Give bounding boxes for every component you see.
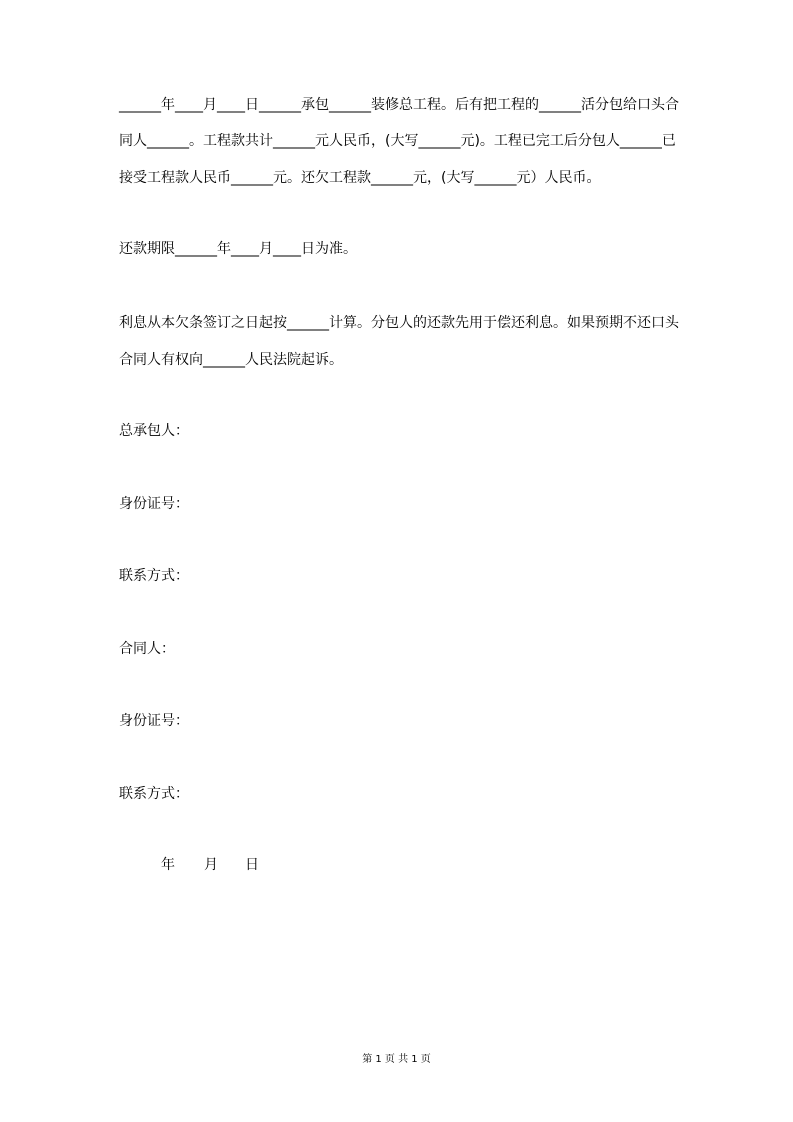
page-footer: 第 1 页 共 1 页 bbox=[362, 1054, 431, 1065]
paragraph1-line3: 接受工程款人民币______元。还欠工程款______元，(大写______元）人民币。 bbox=[119, 170, 601, 186]
paragraph3-line1: 利息从本欠条签订之日起按______计算。分包人的还款先用于偿还利息。如果预期不还口头 bbox=[119, 315, 679, 331]
contact-label-2: 联系方式： bbox=[119, 786, 189, 802]
paragraph3-line2: 合同人有权向______人民法院起诉。 bbox=[119, 352, 343, 368]
contract-person-label: 合同人： bbox=[119, 641, 175, 657]
repayment-deadline: 还款期限______年____月____日为准。 bbox=[119, 241, 357, 257]
date-month: 月 bbox=[204, 857, 218, 873]
contact-label-1: 联系方式： bbox=[119, 568, 189, 584]
id-number-label-2: 身份证号： bbox=[119, 713, 189, 729]
paragraph1-line2: 同人______。工程款共计______元人民币，(大写______元)。工程已完工后分包人______已 bbox=[119, 133, 676, 149]
id-number-label-1: 身份证号： bbox=[119, 496, 189, 512]
paragraph1-line1: ______年____月____日______承包______装修总工程。后有把工程的______活分包给口头合 bbox=[119, 97, 679, 113]
date-day: 日 bbox=[245, 857, 259, 873]
date-year: 年 bbox=[161, 857, 175, 873]
general-contractor-label: 总承包人： bbox=[119, 423, 189, 439]
